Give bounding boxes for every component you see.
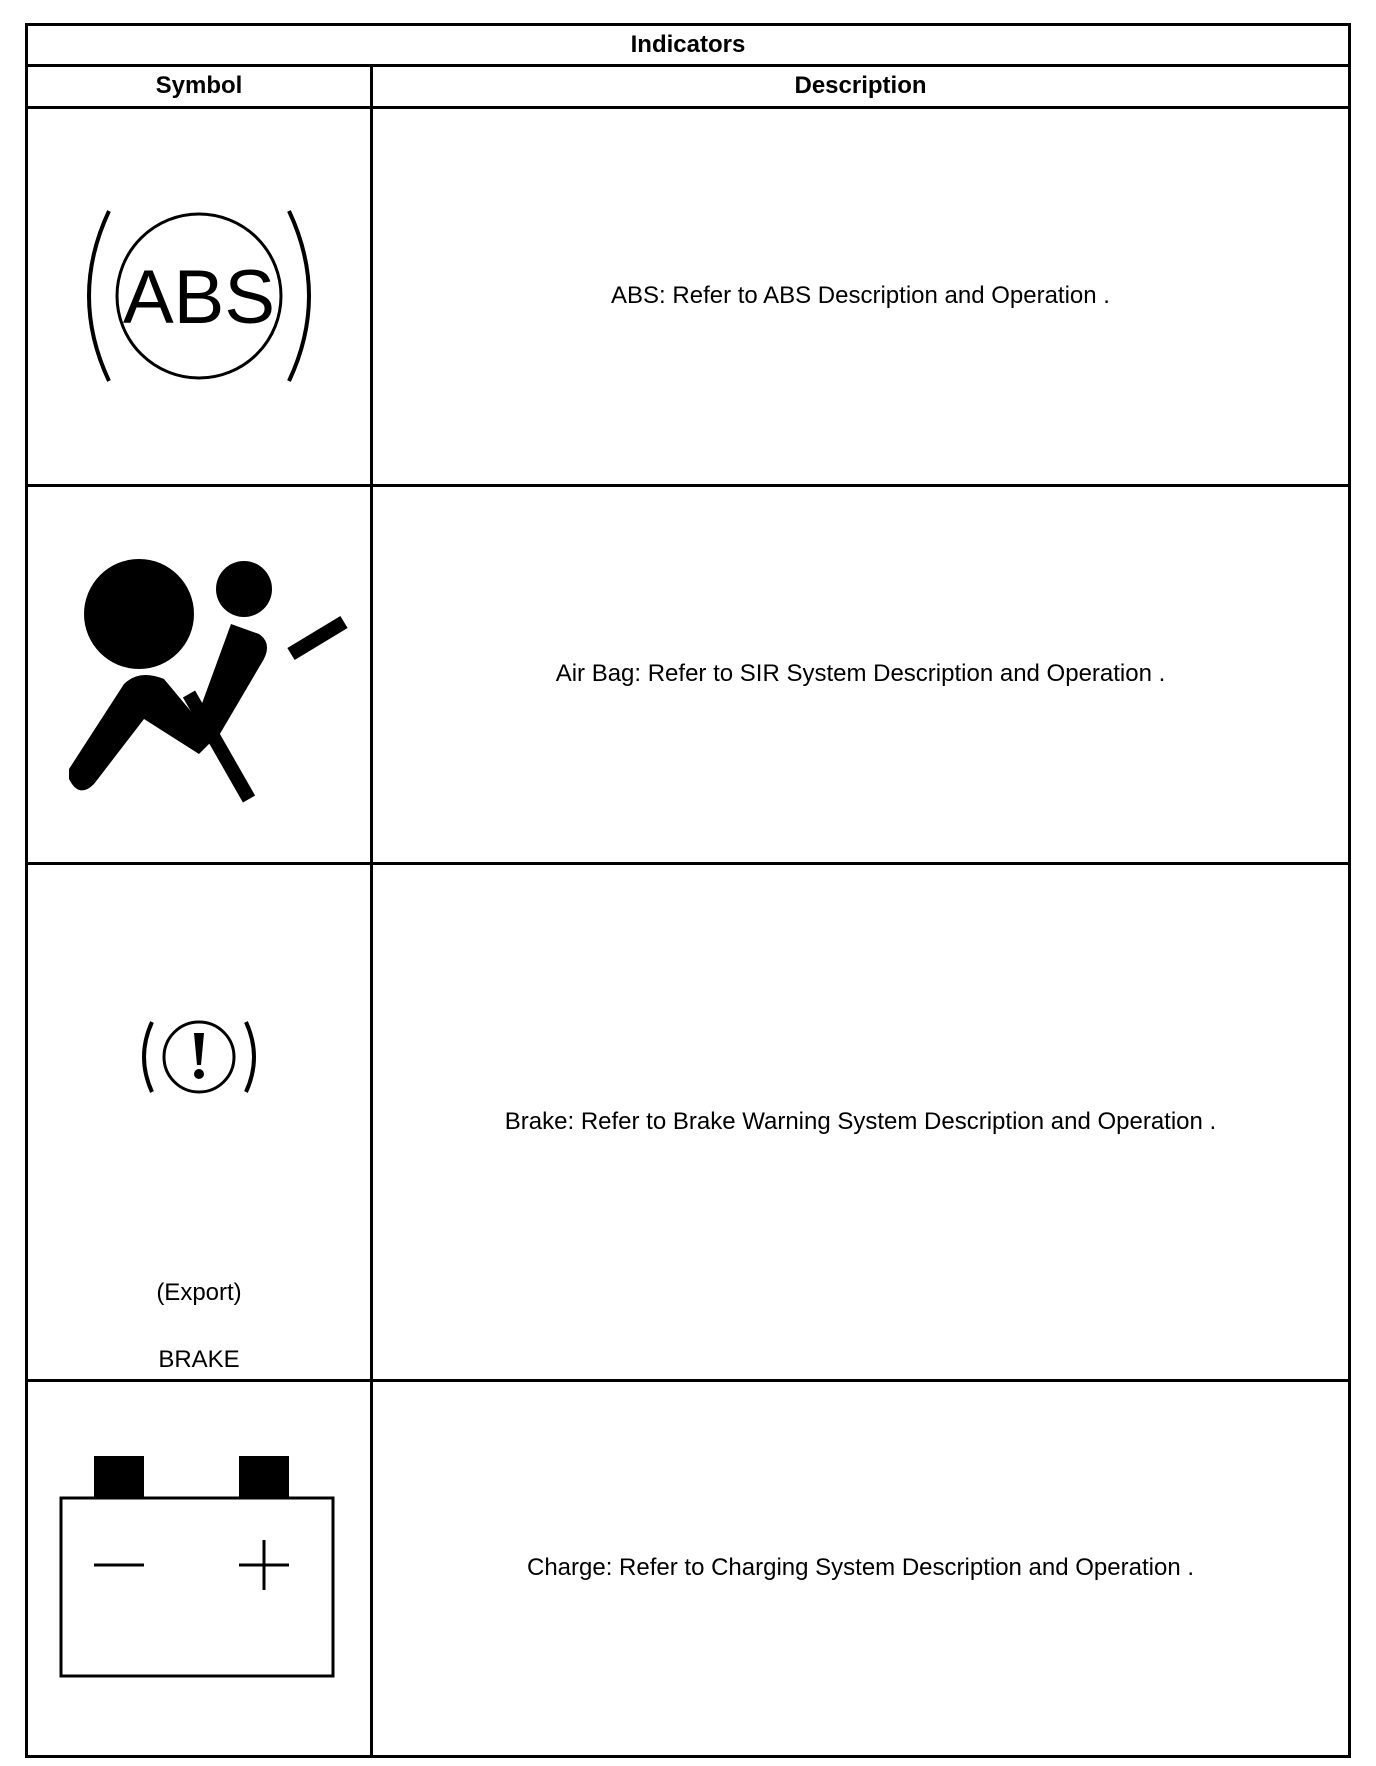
description-cell: Charge: Refer to Charging System Description and Operation . [372,1380,1350,1756]
table-row [27,1380,1350,1756]
table-header-row [27,66,1350,107]
table-row [27,107,1350,485]
export-label: (Export) [156,1278,242,1306]
indicators-table [25,23,1351,1758]
symbol-cell [27,485,372,863]
abs-warning-icon [79,201,319,391]
table-row [27,863,1350,1380]
table-title-row [27,25,1350,66]
table-title: Indicators [27,25,1350,66]
abs-icon-text: ABS [122,255,276,341]
description-column-header: Description [372,66,1350,107]
air-bag-icon [49,544,349,804]
table-row [27,485,1350,863]
description-cell: Air Bag: Refer to SIR System Description and Operation . [372,485,1350,863]
brake-warning-icon [134,1017,264,1097]
symbol-cell [27,1380,372,1756]
brake-text-label: BRAKE [158,1345,240,1373]
symbol-cell [27,107,372,485]
symbol-column-header: Symbol [27,66,372,107]
battery-charge-icon [59,1453,339,1683]
symbol-cell [27,863,372,1380]
description-cell: Brake: Refer to Brake Warning System Description and Operation . [372,863,1350,1380]
description-cell: ABS: Refer to ABS Description and Operation . [372,107,1350,485]
